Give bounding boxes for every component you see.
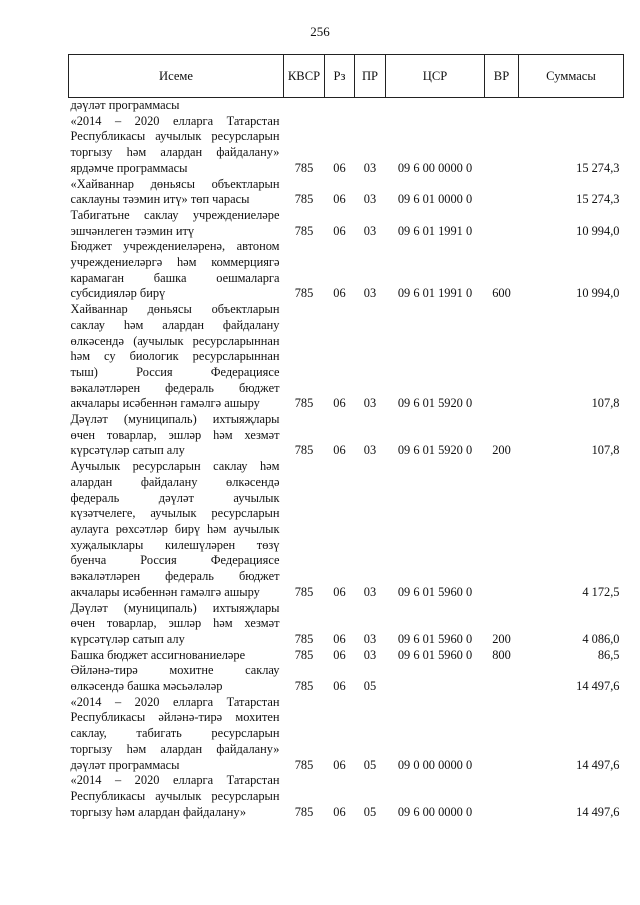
cell-pr: 03 (363, 631, 377, 646)
row-name-line: эшчәнлеген тәэмин итү (70, 223, 195, 238)
row-name-line: торгызу һәм алардан файдалану» (70, 804, 247, 819)
row-name-line: «2014 – 2020 елларга Татарстан (70, 694, 280, 709)
row-name-line: Дәүләт (муниципаль) ихтыяҗлары (70, 412, 280, 427)
row-name-line: вәкаләтләрен федераль бюджет (70, 569, 280, 584)
cell-sum: 14 497,6 (576, 679, 620, 694)
cell-rz: 06 (333, 679, 346, 694)
cell-csr: 09 6 01 5920 0 (397, 396, 473, 411)
row-name-line: торгызу һәм алардан файдалану» (70, 145, 280, 160)
cell-sum: 10 994,0 (576, 286, 620, 301)
table-row (69, 208, 624, 239)
row-name-line: вәкаләтләрен федераль бюджет (70, 380, 280, 395)
cell-kvsr: 785 (294, 286, 314, 301)
cell-kvsr: 785 (294, 160, 314, 175)
row-name-line: ярдәмче программасы (70, 160, 188, 175)
cell-sum: 4 086,0 (582, 631, 620, 646)
row-name-line: буенча Россия Федерациясе (70, 553, 280, 568)
row-name-line: Табигатьне саклау учреждениеләре (70, 207, 280, 222)
table-row (69, 302, 624, 412)
row-name-line: Аучылык ресурсларын саклау һәм (70, 459, 280, 474)
row-name-line: федераль дәүләт аучылык (70, 490, 280, 505)
cell-pr (355, 98, 386, 114)
cell-sum (519, 98, 624, 114)
cell-pr: 05 (363, 679, 377, 694)
row-name-line: субсидияләр бирү (70, 286, 166, 301)
cell-sum: 107,8 (591, 443, 620, 458)
cell-vr: 200 (492, 443, 511, 458)
cell-sum: 15 274,3 (576, 160, 620, 175)
cell-pr: 03 (363, 647, 377, 662)
cell-csr: 09 6 01 1991 0 (397, 286, 473, 301)
cell-pr: 03 (363, 223, 377, 238)
table-header (69, 55, 624, 98)
row-name-line: Бюджет учреждениеләренә, автоном (70, 239, 280, 254)
cell-rz: 06 (333, 443, 346, 458)
cell-csr: 09 6 01 1991 0 (397, 223, 473, 238)
cell-rz: 06 (333, 647, 346, 662)
row-name-line: саклау һәм алардан файдалану (70, 317, 280, 332)
column-header-pr: ПР (355, 55, 386, 98)
cell-sum: 14 497,6 (576, 757, 620, 772)
row-name-line: Башка бюджет ассигнованиеләре (70, 647, 246, 662)
row-name-line: күзәтчелеге, аучылык ресурсларын (70, 506, 280, 521)
cell-vr: 600 (492, 286, 511, 301)
cell-rz: 06 (333, 804, 346, 819)
cell-kvsr: 785 (294, 631, 314, 646)
column-header-sum: Суммасы (519, 55, 624, 98)
row-name-line: күрсәтүләр сатып алу (70, 631, 185, 646)
row-name (69, 114, 284, 177)
row-name-line: дәүләт программасы (70, 757, 180, 772)
cell-rz (325, 98, 355, 114)
row-name-line: Республикасы әйләнә-тирә мохитен (70, 710, 280, 725)
row-name-line: саклауны тәэмин итү» төп чарасы (70, 192, 250, 207)
row-name-line: саклау, табигать ресурсларын (70, 726, 280, 741)
table-row (69, 177, 624, 208)
cell-pr: 03 (363, 160, 377, 175)
row-name-line: Республикасы аучылык ресурсларын (70, 788, 280, 803)
row-name (69, 773, 284, 820)
cell-csr: 09 0 00 0000 0 (397, 757, 473, 772)
cell-vr: 200 (492, 631, 511, 646)
cell-csr: 09 6 01 0000 0 (397, 192, 473, 207)
row-name-line: Дәүләт (муниципаль) ихтыяҗлары (70, 600, 280, 615)
row-name-line: хуҗалыклары килешүләрен төзү (70, 537, 280, 552)
table-row (69, 773, 624, 820)
cell-kvsr: 785 (294, 584, 314, 599)
cell-sum: 15 274,3 (576, 192, 620, 207)
budget-table (68, 54, 624, 820)
cell-kvsr: 785 (294, 443, 314, 458)
cell-csr: 09 6 00 0000 0 (397, 160, 473, 175)
row-name-line: өлкәсендә башка мәсьәләләр (70, 679, 223, 694)
row-name-line: торгызу һәм алардан файдалану» (70, 741, 280, 756)
row-name-line: карамаган башка оешмаларга (70, 270, 280, 285)
table-row (69, 412, 624, 459)
row-name-line: алардан файдалану өлкәсендә (70, 474, 280, 489)
cell-sum: 4 172,5 (582, 584, 620, 599)
row-name-line: күрсәтүләр сатып алу (70, 443, 185, 458)
cell-csr: 09 6 00 0000 0 (397, 804, 473, 819)
cell-pr: 03 (363, 286, 377, 301)
row-name-line: Республикасы аучылык ресурсларын (70, 129, 280, 144)
column-header-rz: Рз (325, 55, 355, 98)
cell-vr (485, 98, 519, 114)
row-name (69, 302, 284, 412)
row-name (69, 601, 284, 648)
row-name-line: аулауга рөхсәтләр бирү һәм аучылык (70, 521, 280, 536)
cell-rz: 06 (333, 631, 346, 646)
cell-vr: 800 (492, 647, 511, 662)
cell-csr: 09 6 01 5920 0 (397, 443, 473, 458)
row-name (69, 695, 284, 774)
column-header-name: Исеме (69, 55, 284, 98)
cell-kvsr: 785 (294, 804, 314, 819)
row-name-line: «2014 – 2020 елларга Татарстан (70, 113, 280, 128)
cell-rz: 06 (333, 757, 346, 772)
column-header-vr: ВР (485, 55, 519, 98)
cell-rz: 06 (333, 223, 346, 238)
table-row (69, 98, 624, 114)
table-row (69, 663, 624, 694)
cell-pr: 03 (363, 584, 377, 599)
cell-pr: 03 (363, 396, 377, 411)
row-name-line: Хайваннар дөньясы объектларын (70, 302, 280, 317)
row-name (69, 412, 284, 459)
column-header-kvsr: КВСР (284, 55, 325, 98)
cell-sum: 14 497,6 (576, 804, 620, 819)
table-row (69, 695, 624, 774)
row-name-line: «Хайваннар дөньясы объектларын (70, 176, 280, 191)
cell-vr (485, 302, 519, 412)
cell-vr (485, 695, 519, 774)
cell-kvsr: 785 (294, 757, 314, 772)
column-header-csr: ЦСР (386, 55, 485, 98)
cell-csr: 09 6 01 5960 0 (397, 631, 473, 646)
row-name-line: өчен товарлар, эшләр һәм хезмәт (70, 616, 280, 631)
cell-kvsr: 785 (294, 679, 314, 694)
table-body (69, 98, 624, 821)
cell-kvsr: 785 (294, 647, 314, 662)
cell-csr: 09 6 01 5960 0 (397, 647, 473, 662)
cell-rz: 06 (333, 160, 346, 175)
row-name-line: өлкәсендә (аучылык ресурсларыннан (70, 333, 280, 348)
cell-vr (485, 663, 519, 694)
row-name (69, 663, 284, 694)
table-row (69, 601, 624, 648)
cell-sum: 86,5 (597, 647, 620, 662)
cell-vr (485, 773, 519, 820)
row-name (69, 459, 284, 600)
row-name-line: акчалары исәбеннән гамәлгә ашыру (70, 396, 260, 411)
cell-kvsr: 785 (294, 396, 314, 411)
table-row (69, 648, 624, 664)
row-name-line: тыш) Россия Федерациясе (70, 364, 280, 379)
cell-rz: 06 (333, 192, 346, 207)
cell-csr: 09 6 01 5960 0 (397, 584, 473, 599)
row-name-line: өчен товарлар, эшләр һәм хезмәт (70, 427, 280, 442)
row-name-line: «2014 – 2020 елларга Татарстан (70, 773, 280, 788)
cell-vr (485, 177, 519, 208)
row-name-line: һәм су биологик ресурсларыннан (70, 349, 280, 364)
row-name (69, 648, 284, 664)
table-row (69, 459, 624, 600)
row-name-line: акчалары исәбеннән гамәлгә ашыру (70, 584, 260, 599)
cell-vr (485, 459, 519, 600)
cell-kvsr: 785 (294, 192, 314, 207)
row-name-line: Әйләнә-тирә мохитне саклау (70, 663, 280, 678)
table-row (69, 239, 624, 302)
cell-pr: 03 (363, 443, 377, 458)
cell-vr (485, 208, 519, 239)
row-name-line: дәүләт программасы (70, 98, 180, 112)
table-row (69, 114, 624, 177)
cell-sum: 107,8 (591, 396, 620, 411)
cell-sum: 10 994,0 (576, 223, 620, 238)
cell-vr (485, 114, 519, 177)
row-name (69, 177, 284, 208)
cell-kvsr: 785 (294, 223, 314, 238)
row-name (69, 98, 284, 114)
cell-csr (386, 663, 485, 694)
cell-rz: 06 (333, 286, 346, 301)
page-number: 256 (310, 24, 330, 39)
cell-pr: 05 (363, 804, 377, 819)
cell-pr: 03 (363, 192, 377, 207)
cell-kvsr (284, 98, 325, 114)
cell-pr: 05 (363, 757, 377, 772)
row-name (69, 239, 284, 302)
cell-rz: 06 (333, 396, 346, 411)
cell-csr (386, 98, 485, 114)
row-name (69, 208, 284, 239)
cell-rz: 06 (333, 584, 346, 599)
row-name-line: учреждениеләргә һәм коммерциягә (70, 255, 280, 270)
